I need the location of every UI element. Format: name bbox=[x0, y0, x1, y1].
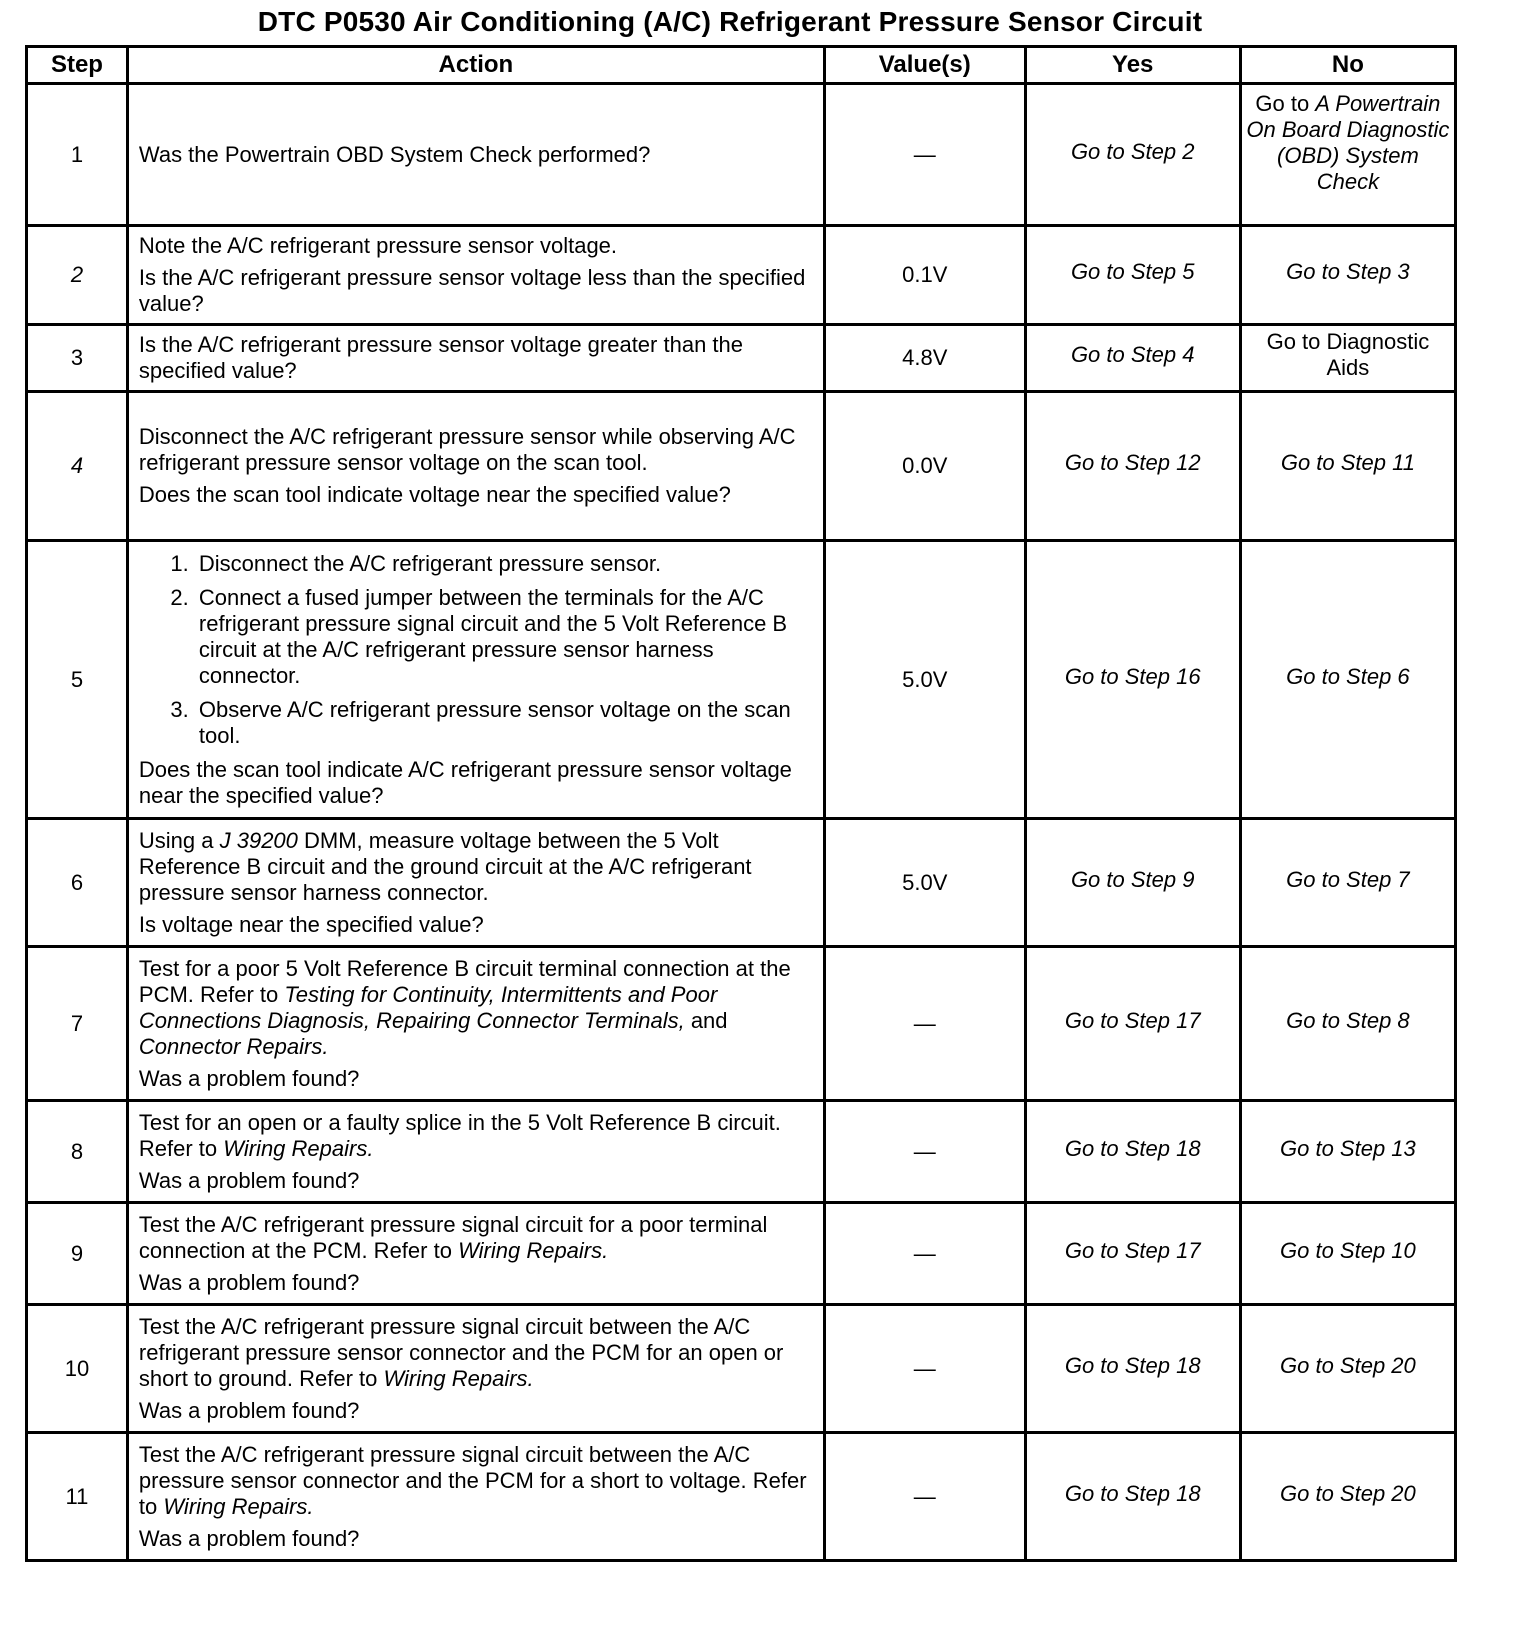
step-number: 5 bbox=[27, 541, 128, 819]
table-row-step-4 bbox=[27, 392, 1456, 541]
step-number: 8 bbox=[27, 1101, 128, 1203]
action-cell bbox=[127, 392, 824, 541]
step-number: 11 bbox=[27, 1433, 128, 1561]
action-question: Was a problem found? bbox=[138, 1269, 360, 1295]
value-cell: 0.1V bbox=[824, 226, 1025, 325]
yes-link[interactable]: Go to Step 17 bbox=[1025, 947, 1240, 1101]
action-text: Test for a poor 5 Volt Reference B circuit terminal connection at the PCM. Refer to bbox=[138, 955, 791, 1007]
action-question: Was a problem found? bbox=[138, 1397, 360, 1423]
action-question: Is the A/C refrigerant pressure sensor voltage greater than the specified value? bbox=[138, 332, 743, 383]
action-question: Was the Powertrain OBD System Check performed? bbox=[138, 141, 651, 167]
no-link[interactable]: Go to Step 10 bbox=[1240, 1203, 1455, 1305]
action-instruction: Disconnect the A/C refrigerant pressure sensor while observing A/C refrigerant pressure sensor voltage on the scan tool. bbox=[138, 424, 796, 475]
action-cell bbox=[127, 1305, 824, 1433]
value-cell: 5.0V bbox=[824, 819, 1025, 947]
action-text: Test the A/C refrigerant pressure signal circuit for a poor terminal connection at the PCM. Refer to bbox=[138, 1211, 768, 1263]
header-step: Step bbox=[27, 47, 128, 84]
header-action: Action bbox=[127, 47, 824, 84]
no-link-prefix: Go to bbox=[1255, 91, 1316, 116]
list-item: 2. Connect a fused jumper between the terminals for the A/C refrigerant pressure signal circuit and the 5 Volt Reference B circuit at the A/C refrigerant pressure sensor harness connector. bbox=[195, 585, 815, 689]
action-instruction bbox=[139, 828, 815, 906]
list-item: 3. Observe A/C refrigerant pressure sensor voltage on the scan tool. bbox=[195, 697, 815, 749]
diagnostic-table bbox=[25, 45, 1457, 1562]
action-cell bbox=[127, 1101, 824, 1203]
procedure-reference-link[interactable]: Wiring Repairs. bbox=[223, 1135, 374, 1161]
no-link[interactable]: Go to Step 11 bbox=[1240, 392, 1455, 541]
no-link[interactable] bbox=[1240, 84, 1455, 226]
step-number: 1 bbox=[27, 84, 128, 226]
yes-link[interactable]: Go to Step 5 bbox=[1025, 226, 1240, 325]
no-link[interactable]: Go to Step 13 bbox=[1240, 1101, 1455, 1203]
procedure-reference-link[interactable]: Wiring Repairs. bbox=[163, 1493, 314, 1519]
action-question: Is the A/C refrigerant pressure sensor voltage less than the specified value? bbox=[138, 265, 806, 316]
step-number: 2 bbox=[27, 226, 128, 325]
no-link[interactable]: Go to Step 3 bbox=[1240, 226, 1455, 325]
step-number: 9 bbox=[27, 1203, 128, 1305]
action-cell bbox=[127, 541, 824, 819]
page-title: DTC P0530 Air Conditioning (A/C) Refrigerant Pressure Sensor Circuit bbox=[257, 6, 1203, 37]
action-cell bbox=[127, 325, 824, 392]
step-number: 7 bbox=[27, 947, 128, 1101]
procedure-reference-link[interactable]: Connector Repairs. bbox=[138, 1033, 329, 1059]
procedure-reference-link[interactable]: Wiring Repairs. bbox=[383, 1365, 534, 1391]
action-cell bbox=[127, 226, 824, 325]
action-instruction bbox=[139, 1314, 815, 1392]
table-row-step-7 bbox=[27, 947, 1456, 1101]
step-number: 10 bbox=[27, 1305, 128, 1433]
action-instruction bbox=[139, 1212, 815, 1264]
yes-link[interactable]: Go to Step 9 bbox=[1025, 819, 1240, 947]
table-row-step-3 bbox=[27, 325, 1456, 392]
value-cell: — bbox=[824, 84, 1025, 226]
yes-link[interactable]: Go to Step 2 bbox=[1025, 84, 1240, 226]
action-cell bbox=[127, 819, 824, 947]
header-values: Value(s) bbox=[824, 47, 1025, 84]
yes-link[interactable]: Go to Step 18 bbox=[1025, 1101, 1240, 1203]
action-instruction bbox=[139, 1442, 815, 1520]
table-row-step-6 bbox=[27, 819, 1456, 947]
table-row-step-2 bbox=[27, 226, 1456, 325]
action-text: DMM, measure voltage between the 5 Volt Reference B circuit and the ground circuit at the A/C refrigerant pressure sensor harness connector. bbox=[138, 827, 752, 905]
action-cell bbox=[127, 84, 824, 226]
header-yes: Yes bbox=[1025, 47, 1240, 84]
value-cell: — bbox=[824, 1305, 1025, 1433]
procedure-reference-link[interactable]: Testing for Continuity, Intermittents and Poor Connections Diagnosis, Repairing Connector Terminals, bbox=[138, 981, 718, 1033]
no-link-target: A Powertrain On Board Diagnostic (OBD) System Check bbox=[1246, 91, 1450, 194]
action-question: Is voltage near the specified value? bbox=[138, 911, 484, 937]
table-row-step-8 bbox=[27, 1101, 1456, 1203]
table-row-step-10 bbox=[27, 1305, 1456, 1433]
no-link[interactable]: Go to Step 20 bbox=[1240, 1305, 1455, 1433]
value-cell: 0.0V bbox=[824, 392, 1025, 541]
action-text: and bbox=[684, 1007, 728, 1033]
procedure-reference-link[interactable]: Wiring Repairs. bbox=[458, 1237, 609, 1263]
value-cell: 4.8V bbox=[824, 325, 1025, 392]
action-question: Does the scan tool indicate A/C refrigerant pressure sensor voltage near the specified value? bbox=[138, 756, 792, 808]
header-row bbox=[27, 47, 1456, 84]
no-link[interactable]: Go to Step 8 bbox=[1240, 947, 1455, 1101]
action-question: Was a problem found? bbox=[138, 1525, 360, 1551]
no-link[interactable]: Go to Step 20 bbox=[1240, 1433, 1455, 1561]
action-instruction bbox=[139, 1110, 815, 1162]
action-question: Was a problem found? bbox=[138, 1065, 360, 1091]
action-cell bbox=[127, 1433, 824, 1561]
table-row-step-5 bbox=[27, 541, 1456, 819]
tool-reference: J 39200 bbox=[219, 827, 298, 853]
step-number: 6 bbox=[27, 819, 128, 947]
value-cell: 5.0V bbox=[824, 541, 1025, 819]
action-text: Test for an open or a faulty splice in the 5 Volt Reference B circuit. Refer to bbox=[138, 1109, 781, 1161]
action-question: Was a problem found? bbox=[138, 1167, 360, 1193]
yes-link[interactable]: Go to Step 16 bbox=[1025, 541, 1240, 819]
list-item: 1. Disconnect the A/C refrigerant pressure sensor. bbox=[195, 551, 815, 577]
action-steps-list bbox=[139, 551, 815, 749]
no-link[interactable]: Go to Step 7 bbox=[1240, 819, 1455, 947]
step-number: 4 bbox=[27, 392, 128, 541]
action-question: Does the scan tool indicate voltage near the specified value? bbox=[138, 482, 731, 507]
table-row-step-11 bbox=[27, 1433, 1456, 1561]
action-instruction: Note the A/C refrigerant pressure sensor voltage. bbox=[138, 233, 618, 258]
value-cell: — bbox=[824, 1203, 1025, 1305]
value-cell: — bbox=[824, 1433, 1025, 1561]
action-cell bbox=[127, 1203, 824, 1305]
yes-link[interactable]: Go to Step 12 bbox=[1025, 392, 1240, 541]
value-cell: — bbox=[824, 1101, 1025, 1203]
value-cell: — bbox=[824, 947, 1025, 1101]
no-link[interactable]: Go to Step 6 bbox=[1240, 541, 1455, 819]
action-cell bbox=[127, 947, 824, 1101]
step-number: 3 bbox=[27, 325, 128, 392]
action-text: Using a bbox=[138, 827, 220, 853]
table-row-step-9 bbox=[27, 1203, 1456, 1305]
yes-link[interactable]: Go to Step 18 bbox=[1025, 1305, 1240, 1433]
action-instruction bbox=[139, 956, 815, 1060]
action-text: Test the A/C refrigerant pressure signal circuit between the A/C pressure sensor connector and the PCM for a short to voltage. Refer to bbox=[138, 1441, 807, 1519]
yes-link[interactable]: Go to Step 18 bbox=[1025, 1433, 1240, 1561]
table-row-step-1 bbox=[27, 84, 1456, 226]
yes-link[interactable]: Go to Step 4 bbox=[1025, 325, 1240, 392]
action-text: Test the A/C refrigerant pressure signal circuit between the A/C refrigerant pressure sensor connector and the PCM for an open or short to ground. Refer to bbox=[138, 1313, 784, 1391]
no-link[interactable]: Go to Diagnostic Aids bbox=[1240, 325, 1455, 392]
header-no: No bbox=[1240, 47, 1455, 84]
yes-link[interactable]: Go to Step 17 bbox=[1025, 1203, 1240, 1305]
